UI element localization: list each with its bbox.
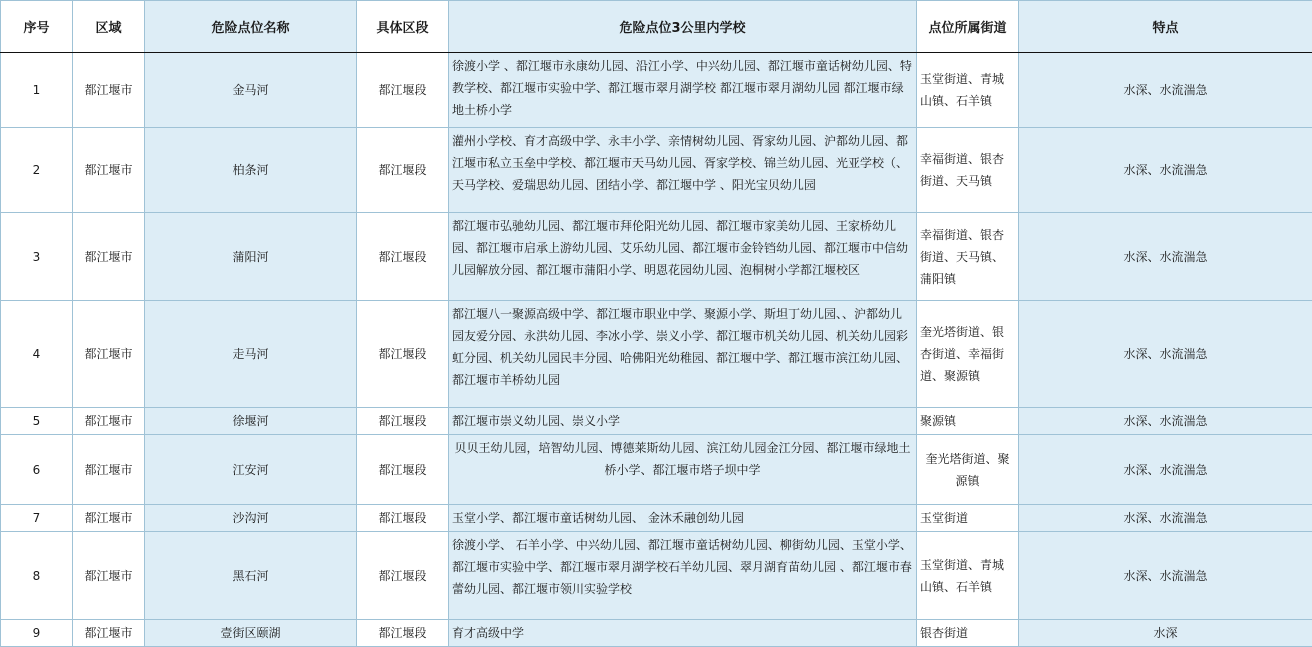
cell-schools: 都江堰市崇义幼儿园、崇义小学 — [449, 408, 917, 435]
cell-feature: 水深、水流湍急 — [1019, 408, 1312, 435]
cell-section: 都江堰段 — [357, 53, 449, 128]
header-schools: 危险点位3公里内学校 — [449, 1, 917, 53]
header-row — [1, 1, 1312, 53]
cell-section: 都江堰段 — [357, 301, 449, 408]
cell-region: 都江堰市 — [73, 620, 145, 647]
cell-seq: 7 — [1, 505, 73, 532]
cell-name: 沙沟河 — [145, 505, 357, 532]
cell-seq: 2 — [1, 128, 73, 213]
cell-feature: 水深 — [1019, 620, 1312, 647]
cell-street: 银杏街道 — [917, 620, 1019, 647]
cell-seq: 1 — [1, 53, 73, 128]
header-street: 点位所属街道 — [917, 1, 1019, 53]
cell-region: 都江堰市 — [73, 532, 145, 620]
cell-schools: 徐渡小学、 石羊小学、中兴幼儿园、都江堰市童话树幼儿园、柳街幼儿园、玉堂小学、都江堰市实验中学、都江堰市翠月湖学校石羊幼儿园、翠月湖育苗幼儿园 、都江堰市春蕾幼儿园、都江堰市领川实验学校 — [449, 532, 917, 620]
cell-schools: 徐渡小学 、都江堰市永康幼儿园、沿江小学、中兴幼儿园、都江堰市童话树幼儿园、特教学校、都江堰市实验中学、都江堰市翠月湖学校 都江堰市翠月湖幼儿园 都江堰市绿地土桥小学 — [449, 53, 917, 128]
cell-feature: 水深、水流湍急 — [1019, 128, 1312, 213]
cell-street: 奎光塔街道、银杏街道、幸福街道、聚源镇 — [917, 301, 1019, 408]
header-region: 区域 — [73, 1, 145, 53]
cell-region: 都江堰市 — [73, 408, 145, 435]
cell-feature: 水深、水流湍急 — [1019, 301, 1312, 408]
cell-schools: 贝贝王幼儿园，培智幼儿园、博德莱斯幼儿园、滨江幼儿园金江分园、都江堰市绿地土桥小学、都江堰市塔子坝中学 — [449, 435, 917, 505]
cell-feature: 水深、水流湍急 — [1019, 435, 1312, 505]
header-feature: 特点 — [1019, 1, 1312, 53]
cell-seq: 6 — [1, 435, 73, 505]
cell-name: 走马河 — [145, 301, 357, 408]
header-section: 具体区段 — [357, 1, 449, 53]
cell-seq: 5 — [1, 408, 73, 435]
cell-feature: 水深、水流湍急 — [1019, 213, 1312, 301]
table-row — [1, 301, 1312, 408]
cell-name: 江安河 — [145, 435, 357, 505]
cell-feature: 水深、水流湍急 — [1019, 532, 1312, 620]
cell-street: 玉堂街道 — [917, 505, 1019, 532]
cell-schools: 灌州小学校、育才高级中学、永丰小学、亲情树幼儿园、胥家幼儿园、沪都幼儿园、都江堰市私立玉垒中学校、都江堰市天马幼儿园、胥家学校、锦兰幼儿园、光亚学校（、天马学校、爱瑞思幼儿园、团结小学、都江堰中学 、阳光宝贝幼儿园 — [449, 128, 917, 213]
cell-street: 奎光塔街道、聚源镇 — [917, 435, 1019, 505]
cell-name: 徐堰河 — [145, 408, 357, 435]
header-seq: 序号 — [1, 1, 73, 53]
cell-region: 都江堰市 — [73, 505, 145, 532]
cell-section: 都江堰段 — [357, 408, 449, 435]
cell-street: 玉堂街道、青城山镇、石羊镇 — [917, 53, 1019, 128]
cell-schools: 都江堰市弘驰幼儿园、都江堰市拜伦阳光幼儿园、都江堰市家美幼儿园、王家桥幼儿园、都江堰市启承上游幼儿园、艾乐幼儿园、都江堰市金铃铛幼儿园、都江堰市中信幼儿园解放分园、都江堰市蒲阳小学、明恩花园幼儿园、泡桐树小学都江堰校区 — [449, 213, 917, 301]
table-row — [1, 53, 1312, 128]
cell-street: 幸福街道、银杏街道、天马镇、蒲阳镇 — [917, 213, 1019, 301]
table-row — [1, 408, 1312, 435]
cell-name: 黑石河 — [145, 532, 357, 620]
cell-schools: 育才高级中学 — [449, 620, 917, 647]
table-row — [1, 505, 1312, 532]
cell-name: 金马河 — [145, 53, 357, 128]
cell-schools: 玉堂小学、都江堰市童话树幼儿园、 金沐禾融创幼儿园 — [449, 505, 917, 532]
cell-region: 都江堰市 — [73, 435, 145, 505]
header-name: 危险点位名称 — [145, 1, 357, 53]
cell-section: 都江堰段 — [357, 505, 449, 532]
cell-name: 柏条河 — [145, 128, 357, 213]
cell-seq: 8 — [1, 532, 73, 620]
cell-section: 都江堰段 — [357, 213, 449, 301]
cell-schools: 都江堰八一聚源高级中学、都江堰市职业中学、聚源小学、斯坦丁幼儿园、、沪都幼儿园友爱分园、永洪幼儿园、李冰小学、崇义小学、都江堰市机关幼儿园、机关幼儿园彩虹分园、机关幼儿园民丰分园、哈佛阳光幼稚园、都江堰中学、都江堰市滨江幼儿园、都江堰市羊桥幼儿园 — [449, 301, 917, 408]
cell-feature: 水深、水流湍急 — [1019, 505, 1312, 532]
cell-section: 都江堰段 — [357, 128, 449, 213]
cell-street: 玉堂街道、青城山镇、石羊镇 — [917, 532, 1019, 620]
cell-name: 壹街区颐湖 — [145, 620, 357, 647]
table-row — [1, 532, 1312, 620]
table-row — [1, 128, 1312, 213]
cell-region: 都江堰市 — [73, 128, 145, 213]
cell-seq: 3 — [1, 213, 73, 301]
cell-seq: 4 — [1, 301, 73, 408]
cell-street: 聚源镇 — [917, 408, 1019, 435]
cell-region: 都江堰市 — [73, 213, 145, 301]
cell-region: 都江堰市 — [73, 301, 145, 408]
table-row — [1, 435, 1312, 505]
table-row — [1, 213, 1312, 301]
cell-section: 都江堰段 — [357, 532, 449, 620]
cell-street: 幸福街道、银杏街道、天马镇 — [917, 128, 1019, 213]
cell-seq: 9 — [1, 620, 73, 647]
cell-section: 都江堰段 — [357, 620, 449, 647]
cell-region: 都江堰市 — [73, 53, 145, 128]
cell-name: 蒲阳河 — [145, 213, 357, 301]
table-row — [1, 620, 1312, 647]
cell-section: 都江堰段 — [357, 435, 449, 505]
cell-feature: 水深、水流湍急 — [1019, 53, 1312, 128]
